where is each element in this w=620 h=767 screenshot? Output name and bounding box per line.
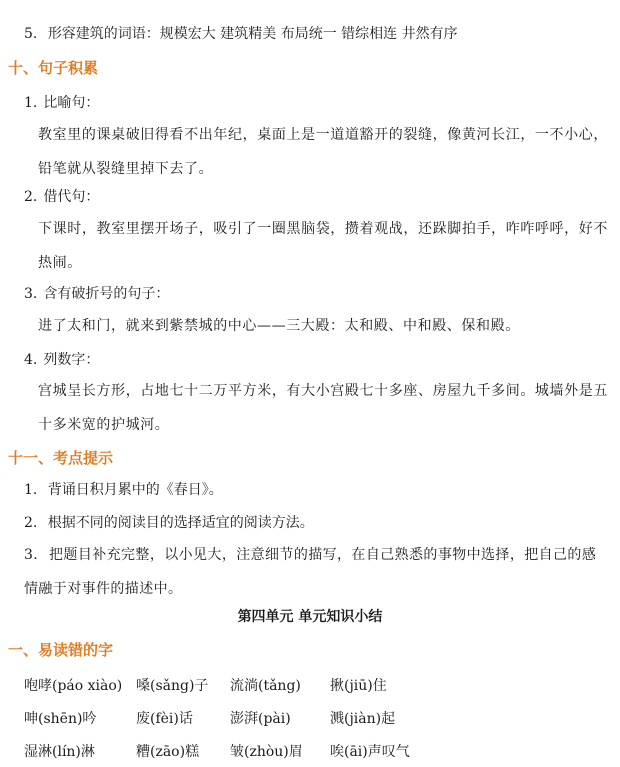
- item-number: 1.: [24, 482, 38, 498]
- exam-tip-1: [24, 480, 223, 500]
- item-number: 4.: [24, 352, 38, 368]
- misread-words-grid: [24, 668, 614, 767]
- unit-summary-title: 第四单元 单元知识小结: [237, 609, 383, 625]
- word-item: 糟(zāo)糕: [136, 743, 200, 760]
- item-text: 形容建筑的词语：规模宏大 建筑精美 布局统一 错综相连 井然有序: [47, 26, 458, 42]
- item-label: 列数字：: [43, 352, 100, 368]
- item-text: 根据不同的阅读目的选择适宜的阅读方法。: [47, 515, 314, 531]
- section-heading-10: 十、句子积累: [8, 59, 99, 77]
- exam-tip-3: [24, 538, 610, 606]
- word-item: 唉(āi)声叹气: [330, 743, 410, 760]
- word-item: 溅(jiàn)起: [330, 710, 396, 727]
- word-item: 嗓(sǎng)子: [136, 677, 209, 694]
- item-number: 3.: [24, 547, 39, 563]
- word-item: 呻(shēn)吟: [24, 710, 97, 727]
- item-number: 2.: [24, 515, 38, 531]
- paragraph-numbers: 宫城呈长方形，占地七十二万平方米，有大小宫殿七十多座、房屋九千多间。城墙外是五十多米宽的护城河。: [38, 383, 608, 433]
- item-5: [24, 24, 458, 44]
- word-item: 流淌(tǎng): [230, 677, 301, 694]
- item-number: 2.: [24, 189, 38, 205]
- paragraph-dash: 进了太和门，就来到紫禁城的中心——三大殿：太和殿、中和殿、保和殿。: [38, 318, 520, 334]
- paragraph-metaphor: 教室里的课桌破旧得看不出年纪，桌面上是一道道豁开的裂缝，像黄河长江，一不小心，铅笔就从裂缝里掉下去了。: [38, 127, 608, 177]
- word-row: [24, 701, 614, 734]
- subheading-dash: [24, 284, 169, 304]
- word-item: 揪(jiū)住: [330, 677, 387, 694]
- word-row: [24, 734, 614, 767]
- exam-tip-2: [24, 513, 314, 533]
- section-heading-1: 一、易读错的字: [8, 641, 114, 659]
- word-item: 澎湃(pài): [230, 710, 291, 727]
- item-number: 3.: [24, 286, 38, 302]
- item-number: 1.: [24, 95, 38, 111]
- word-item: 湿淋(lín)淋: [24, 743, 95, 760]
- item-text: 背诵日积月累中的《春日》。: [47, 482, 223, 498]
- item-text: 把题目补充完整，以小见大，注意细节的描写，在自己熟悉的事物中选择，把自己的感情融于对事件的描述中。: [24, 547, 597, 597]
- subheading-numbers: [24, 350, 99, 370]
- item-label: 含有破折号的句子：: [43, 286, 170, 302]
- word-row: [24, 668, 614, 701]
- word-item: 皱(zhòu)眉: [230, 743, 303, 760]
- item-label: 比喻句：: [43, 95, 100, 111]
- item-number: 5.: [24, 26, 38, 42]
- item-label: 借代句：: [43, 189, 100, 205]
- paragraph-metonymy: 下课时，教室里摆开场子，吸引了一圈黑脑袋，攒着观战，还跺脚拍手，咋咋呼呼，好不热闹。: [38, 221, 608, 271]
- subheading-metaphor: [24, 93, 99, 113]
- subheading-metonymy: [24, 187, 99, 207]
- word-item: 废(fèi)话: [136, 710, 193, 727]
- section-heading-11: 十一、考点提示: [8, 449, 114, 467]
- word-item: 咆哮(páo xiào): [24, 677, 123, 694]
